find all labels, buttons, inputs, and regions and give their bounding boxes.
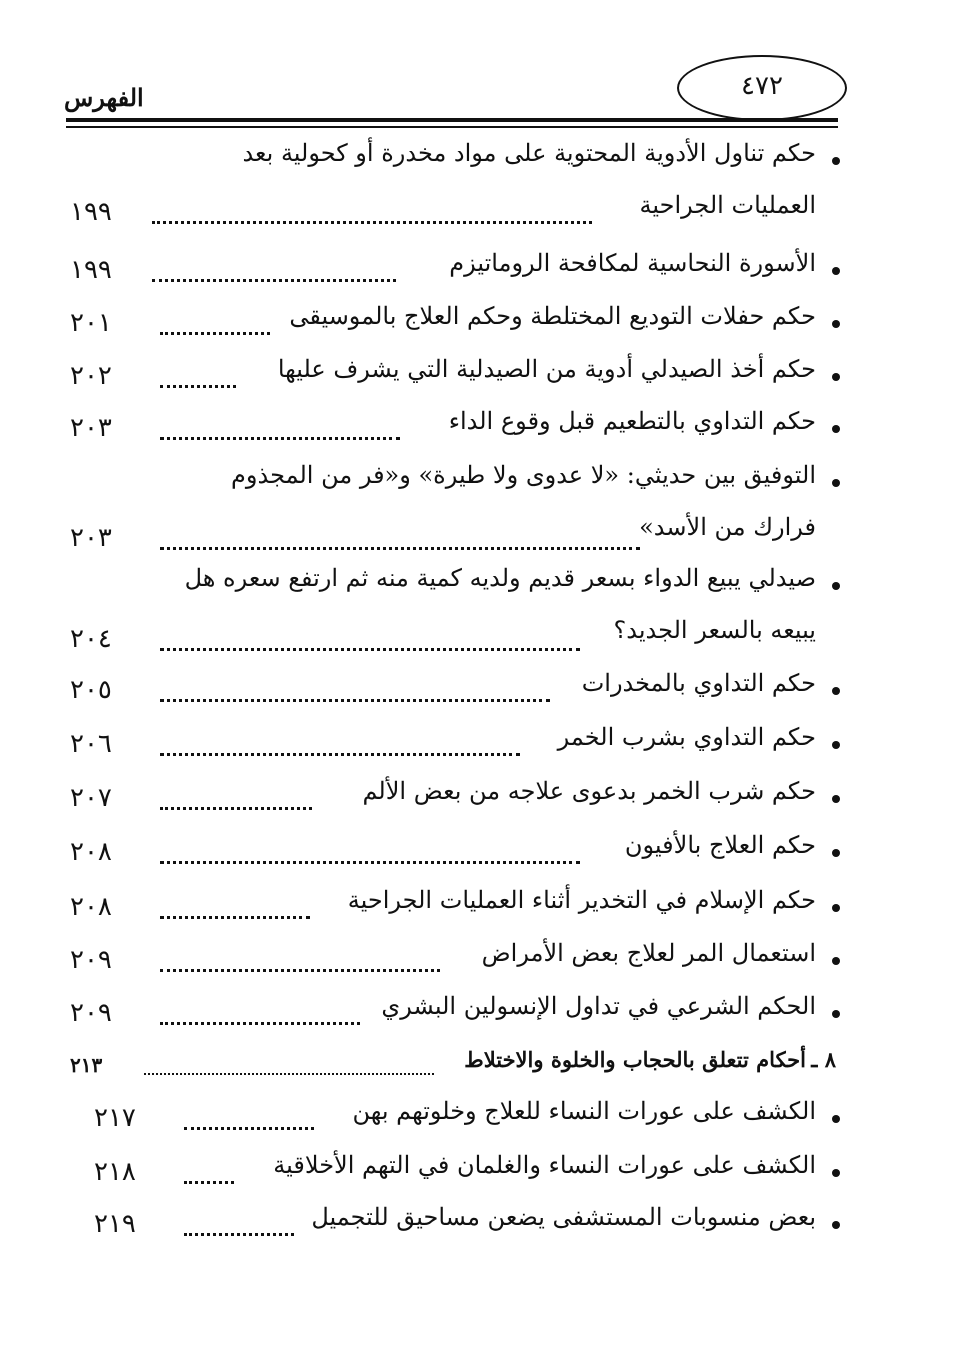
bullet-icon bbox=[832, 373, 840, 381]
bullet-icon bbox=[832, 795, 840, 803]
leader-dots bbox=[160, 753, 520, 756]
leader-dots bbox=[160, 648, 580, 651]
leader-dots bbox=[184, 1127, 314, 1130]
entry-text: الحكم الشرعي في تداول الإنسولين البشري bbox=[381, 992, 816, 1020]
toc-entry bbox=[60, 827, 840, 877]
leader-dots bbox=[160, 807, 312, 810]
entry-text-line1: صيدلي يبيع الدواء بسعر قديم ولديه كمية منه ثم ارتفع سعره هل bbox=[184, 564, 816, 592]
entry-page-number: ٢٠٥ bbox=[70, 675, 112, 705]
toc-entry bbox=[60, 1199, 840, 1249]
bullet-icon bbox=[832, 320, 840, 328]
entry-page-number: ٢٠٤ bbox=[70, 624, 112, 654]
toc-entry bbox=[60, 403, 840, 453]
header-rule-thick bbox=[66, 118, 838, 122]
entry-page-number: ٢١٩ bbox=[94, 1209, 136, 1239]
entry-text: الكشف على عورات النساء للعلاج وخلوتهم بهن bbox=[352, 1097, 816, 1125]
entry-text: الكشف على عورات النساء والغلمان في التهم الأخلاقية bbox=[273, 1151, 816, 1179]
section-heading bbox=[60, 1045, 840, 1085]
bullet-icon bbox=[832, 479, 840, 487]
section-title: أحكام تتعلق بالحجاب والخلوة والاختلاط bbox=[464, 1047, 806, 1072]
entry-page-number: ٢٠٢ bbox=[70, 361, 112, 391]
bullet-icon bbox=[832, 582, 840, 590]
leader-dots bbox=[160, 332, 270, 335]
leader-dots bbox=[160, 916, 310, 919]
toc-entry bbox=[60, 351, 840, 401]
toc-entry bbox=[60, 935, 840, 985]
leader-dots bbox=[160, 385, 236, 388]
bullet-icon bbox=[832, 687, 840, 695]
entry-text-line2: يبيعه بالسعر الجديد؟ bbox=[613, 616, 816, 644]
entry-text-line1: التوفيق بين حديثي: «لا عدوى ولا طيرة» و«فر من المجذوم bbox=[231, 461, 816, 489]
toc-entry bbox=[60, 560, 840, 660]
bullet-icon bbox=[832, 741, 840, 749]
toc-entry bbox=[60, 665, 840, 715]
entry-text: حكم التداوي بالتطعيم قبل وقوع الداء bbox=[448, 407, 816, 435]
entry-page-number: ٢٠٨ bbox=[70, 892, 112, 922]
bullet-icon bbox=[832, 425, 840, 433]
toc-entry bbox=[60, 1093, 840, 1143]
page-title: الفهرس bbox=[64, 83, 144, 112]
bullet-icon bbox=[832, 957, 840, 965]
leader-dots bbox=[152, 221, 592, 224]
entry-page-number: ٢٠٨ bbox=[70, 837, 112, 867]
entry-text: بعض منسوبات المستشفى يضعن مساحيق للتجميل bbox=[311, 1203, 816, 1231]
toc-entry bbox=[60, 988, 840, 1038]
leader-dots bbox=[152, 279, 396, 282]
leader-dots bbox=[184, 1181, 234, 1184]
entry-text: استعمال المر لعلاج بعض الأمراض bbox=[481, 939, 816, 967]
bullet-icon bbox=[832, 1221, 840, 1229]
header-rule-thin bbox=[66, 126, 838, 128]
toc-entry bbox=[60, 882, 840, 932]
toc-entry bbox=[60, 719, 840, 769]
toc-entry bbox=[60, 135, 840, 235]
bullet-icon bbox=[832, 267, 840, 275]
leader-dots bbox=[184, 1233, 294, 1236]
bullet-icon bbox=[832, 1169, 840, 1177]
entry-text: حكم الإسلام في التخدير أثناء العمليات الجراحية bbox=[347, 886, 816, 914]
entry-text: حكم العلاج بالأفيون bbox=[624, 831, 816, 859]
entry-page-number: ١٩٩ bbox=[70, 255, 112, 285]
entry-page-number: ٢٠١ bbox=[70, 308, 112, 338]
entry-page-number: ٢٠٣ bbox=[70, 523, 112, 553]
entry-text: حكم أخذ الصيدلي أدوية من الصيدلية التي يشرف عليها bbox=[277, 355, 816, 383]
entry-page-number: ٢٠٣ bbox=[70, 413, 112, 443]
entry-text: حكم شرب الخمر بدعوى علاجه من بعض الألم bbox=[362, 777, 816, 805]
leader-dots bbox=[144, 1073, 434, 1075]
toc-entry bbox=[60, 1147, 840, 1197]
section-number: ٨ ـ bbox=[811, 1047, 836, 1072]
leader-dots bbox=[160, 969, 440, 972]
bullet-icon bbox=[832, 157, 840, 165]
entry-text: الأسورة النحاسية لمكافحة الروماتيزم bbox=[449, 249, 816, 277]
leader-dots bbox=[160, 861, 580, 864]
entry-page-number: ٢١٧ bbox=[94, 1103, 136, 1133]
leader-dots bbox=[160, 699, 550, 702]
bullet-icon bbox=[832, 1115, 840, 1123]
entry-text-line1: حكم تناول الأدوية المحتوية على مواد مخدرة أو كحولية بعد bbox=[242, 139, 816, 167]
page-number-oval: ٤٧٢ bbox=[677, 55, 847, 121]
leader-dots bbox=[160, 1022, 360, 1025]
toc-entry bbox=[60, 245, 840, 295]
bullet-icon bbox=[832, 904, 840, 912]
leader-dots bbox=[160, 437, 400, 440]
entry-text: حكم التداوي بالمخدرات bbox=[581, 669, 816, 697]
entry-text: حكم حفلات التوديع المختلطة وحكم العلاج بالموسيقى bbox=[289, 302, 816, 330]
toc-entry bbox=[60, 457, 840, 557]
bullet-icon bbox=[832, 1010, 840, 1018]
entry-page-number: ٢٠٩ bbox=[70, 998, 112, 1028]
entry-page-number: ٢٠٧ bbox=[70, 783, 112, 813]
leader-dots bbox=[160, 547, 640, 550]
entry-text-line2: فرارك من الأسد» bbox=[639, 513, 816, 541]
entry-page-number: ٢٠٩ bbox=[70, 945, 112, 975]
entry-page-number: ٢٠٦ bbox=[70, 729, 112, 759]
entry-text-line2: العمليات الجراحية bbox=[639, 191, 816, 219]
page-header bbox=[60, 55, 840, 135]
entry-page-number: ١٩٩ bbox=[70, 197, 112, 227]
bullet-icon bbox=[832, 849, 840, 857]
entry-text: حكم التداوي بشرب الخمر bbox=[557, 723, 816, 751]
toc-entry bbox=[60, 298, 840, 348]
toc-entry bbox=[60, 773, 840, 823]
section-page-number: ٢١٣ bbox=[70, 1053, 103, 1077]
entry-page-number: ٢١٨ bbox=[94, 1157, 136, 1187]
